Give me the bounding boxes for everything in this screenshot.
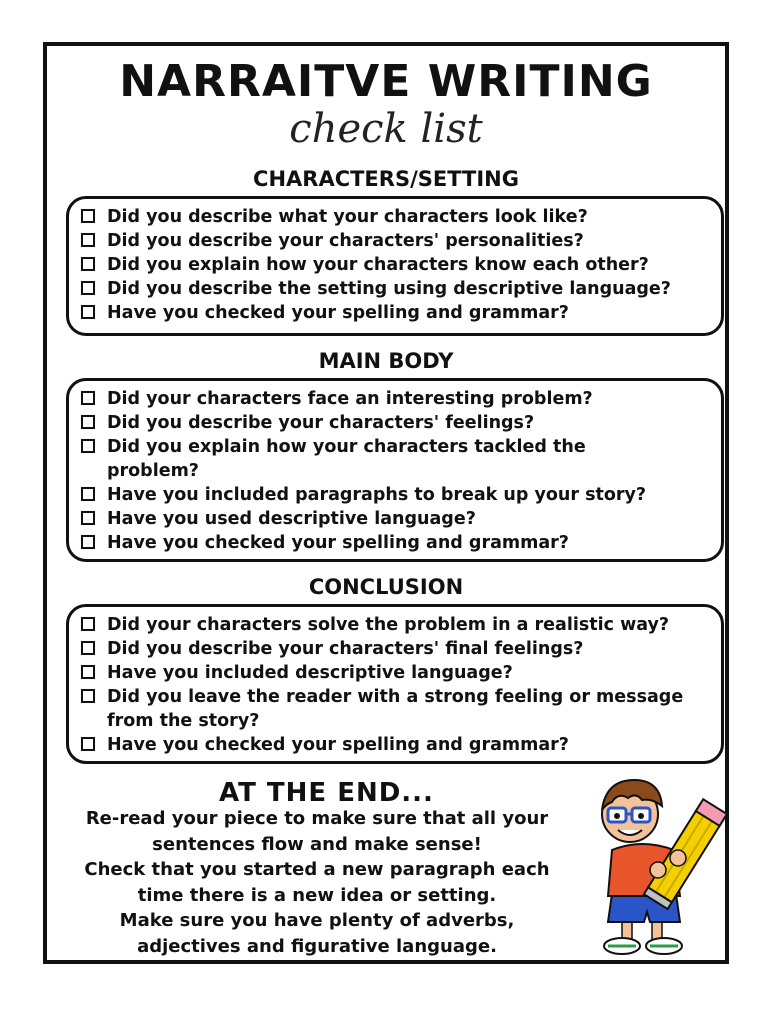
checkbox[interactable] bbox=[81, 617, 95, 631]
section-box-conclusion bbox=[66, 604, 724, 764]
list-item: Did you describe your characters' final feelings? bbox=[81, 637, 711, 661]
list-item: Have you checked your spelling and grammar? bbox=[81, 531, 711, 555]
checkbox[interactable] bbox=[81, 233, 95, 247]
checkbox[interactable] bbox=[81, 257, 95, 271]
list-item: Have you included descriptive language? bbox=[81, 661, 711, 685]
kid-with-pencil-illustration bbox=[582, 766, 730, 962]
checkbox[interactable] bbox=[81, 439, 95, 453]
checkbox[interactable] bbox=[81, 689, 95, 703]
page-subtitle: check list bbox=[289, 106, 483, 152]
list-item: Have you included paragraphs to break up your story? bbox=[81, 483, 711, 507]
at-the-end-line: Make sure you have plenty of adverbs, adjectives and figurative language. bbox=[119, 910, 515, 957]
list-item: Did you describe your characters' personalities? bbox=[81, 229, 711, 253]
list-item: Have you checked your spelling and grammar? bbox=[81, 301, 711, 325]
list-item: Have you used descriptive language? bbox=[81, 507, 711, 531]
list-item: Did you explain how your characters tackled the problem? bbox=[81, 435, 711, 483]
at-the-end-heading: AT THE END... bbox=[219, 778, 434, 808]
list-item: Did you leave the reader with a strong feeling or message from the story? bbox=[81, 685, 711, 733]
checkbox[interactable] bbox=[81, 487, 95, 501]
list-item: Did your characters solve the problem in a realistic way? bbox=[81, 613, 711, 637]
checklist-sheet bbox=[43, 42, 729, 964]
checkbox[interactable] bbox=[81, 511, 95, 525]
section-box-main-body bbox=[66, 378, 724, 562]
checkbox[interactable] bbox=[81, 415, 95, 429]
list-item: Did you describe the setting using descriptive language? bbox=[81, 277, 711, 301]
section-heading-main-body: MAIN BODY bbox=[318, 349, 454, 373]
checkbox[interactable] bbox=[81, 641, 95, 655]
section-heading-characters-setting: CHARACTERS/SETTING bbox=[253, 167, 519, 191]
list-item: Did you describe your characters' feelings? bbox=[81, 411, 711, 435]
checkbox[interactable] bbox=[81, 305, 95, 319]
list-item: Did you describe what your characters look like? bbox=[81, 205, 711, 229]
at-the-end-line: Check that you started a new paragraph each time there is a new idea or setting. bbox=[84, 859, 550, 906]
checkbox[interactable] bbox=[81, 391, 95, 405]
section-box-characters-setting bbox=[66, 196, 724, 336]
checkbox[interactable] bbox=[81, 535, 95, 549]
checkbox[interactable] bbox=[81, 281, 95, 295]
at-the-end-text bbox=[67, 806, 567, 959]
list-item: Did you explain how your characters know each other? bbox=[81, 253, 711, 277]
list-item: Have you checked your spelling and grammar? bbox=[81, 733, 711, 757]
checkbox[interactable] bbox=[81, 209, 95, 223]
checkbox[interactable] bbox=[81, 665, 95, 679]
checkbox[interactable] bbox=[81, 737, 95, 751]
list-item: Did your characters face an interesting problem? bbox=[81, 387, 711, 411]
section-heading-conclusion: CONCLUSION bbox=[308, 575, 464, 599]
page-title: NARRAITVE WRITING bbox=[119, 56, 653, 107]
at-the-end-line: Re-read your piece to make sure that all your sentences flow and make sense! bbox=[85, 808, 549, 855]
